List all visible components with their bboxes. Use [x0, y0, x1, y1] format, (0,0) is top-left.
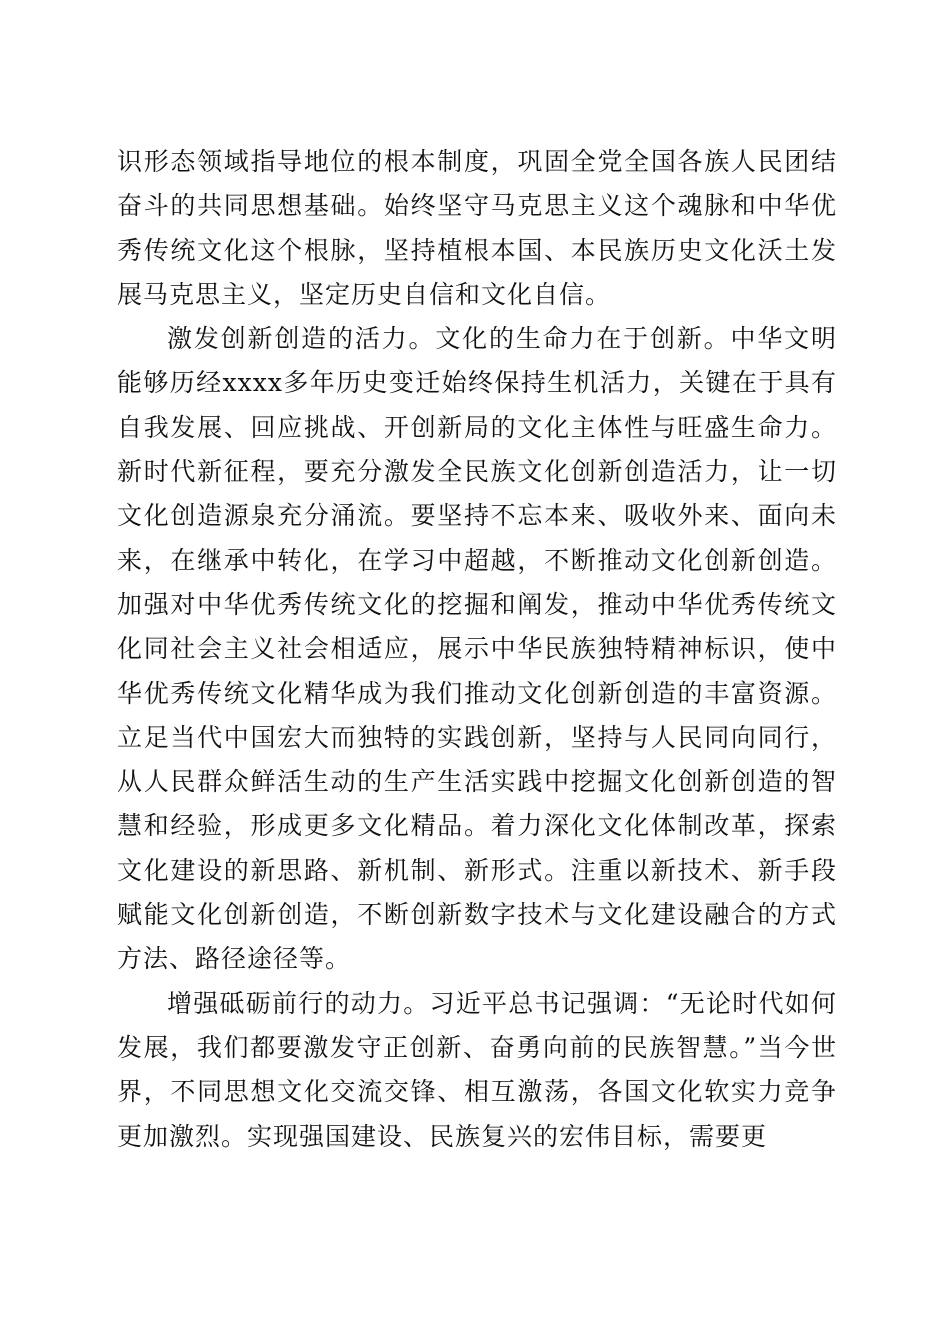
document-body [117, 140, 837, 1159]
paragraph-continuation: 识形态领域指导地位的根本制度，巩固全党全国各族人民团结奋斗的共同思想基础。始终坚守马克思主义这个魂脉和中华优秀传统文化这个根脉，坚持植根本国、本民族历史文化沃土发展马克思主义，坚定历史自信和文化自信。 [117, 147, 837, 309]
paragraph-innovation-vitality: 激发创新创造的活力。文化的生命力在于创新。中华文明能够历经xxxx多年历史变迁始终保持生机活力，关键在于具有自我发展、回应挑战、开创新局的文化主体性与旺盛生命力。新时代新征程，要充分激发全民族文化创新创造活力，让一切文化创造源泉充分涌流。要坚持不忘本来、吸收外来、面向未来，在继承中转化，在学习中超越，不断推动文化创新创造。加强对中华优秀传统文化的挖掘和阐发，推动中华优秀传统文化同社会主义社会相适应，展示中华民族独特精神标识，使中华优秀传统文化精华成为我们推动文化创新创造的丰富资源。立足当代中国宏大而独特的实践创新，坚持与人民同向同行，从人民群众鲜活生动的生产生活实践中挖掘文化创新创造的智慧和经验，形成更多文化精品。着力深化文化体制改革，探索文化建设的新思路、新机制、新形式。注重以新技术、新手段赋能文化创新创造，不断创新数字技术与文化建设融合的方式方法、路径途径等。 [117, 324, 837, 974]
paragraph-forward-momentum: 增强砥砺前行的动力。习近平总书记强调：“无论时代如何发展，我们都要激发守正创新、奋勇向前的民族智慧。”当今世界，不同思想文化交流交锋、相互激荡，各国文化软实力竞争更加激烈。实现强国建设、民族复兴的宏伟目标，需要更 [117, 988, 837, 1151]
